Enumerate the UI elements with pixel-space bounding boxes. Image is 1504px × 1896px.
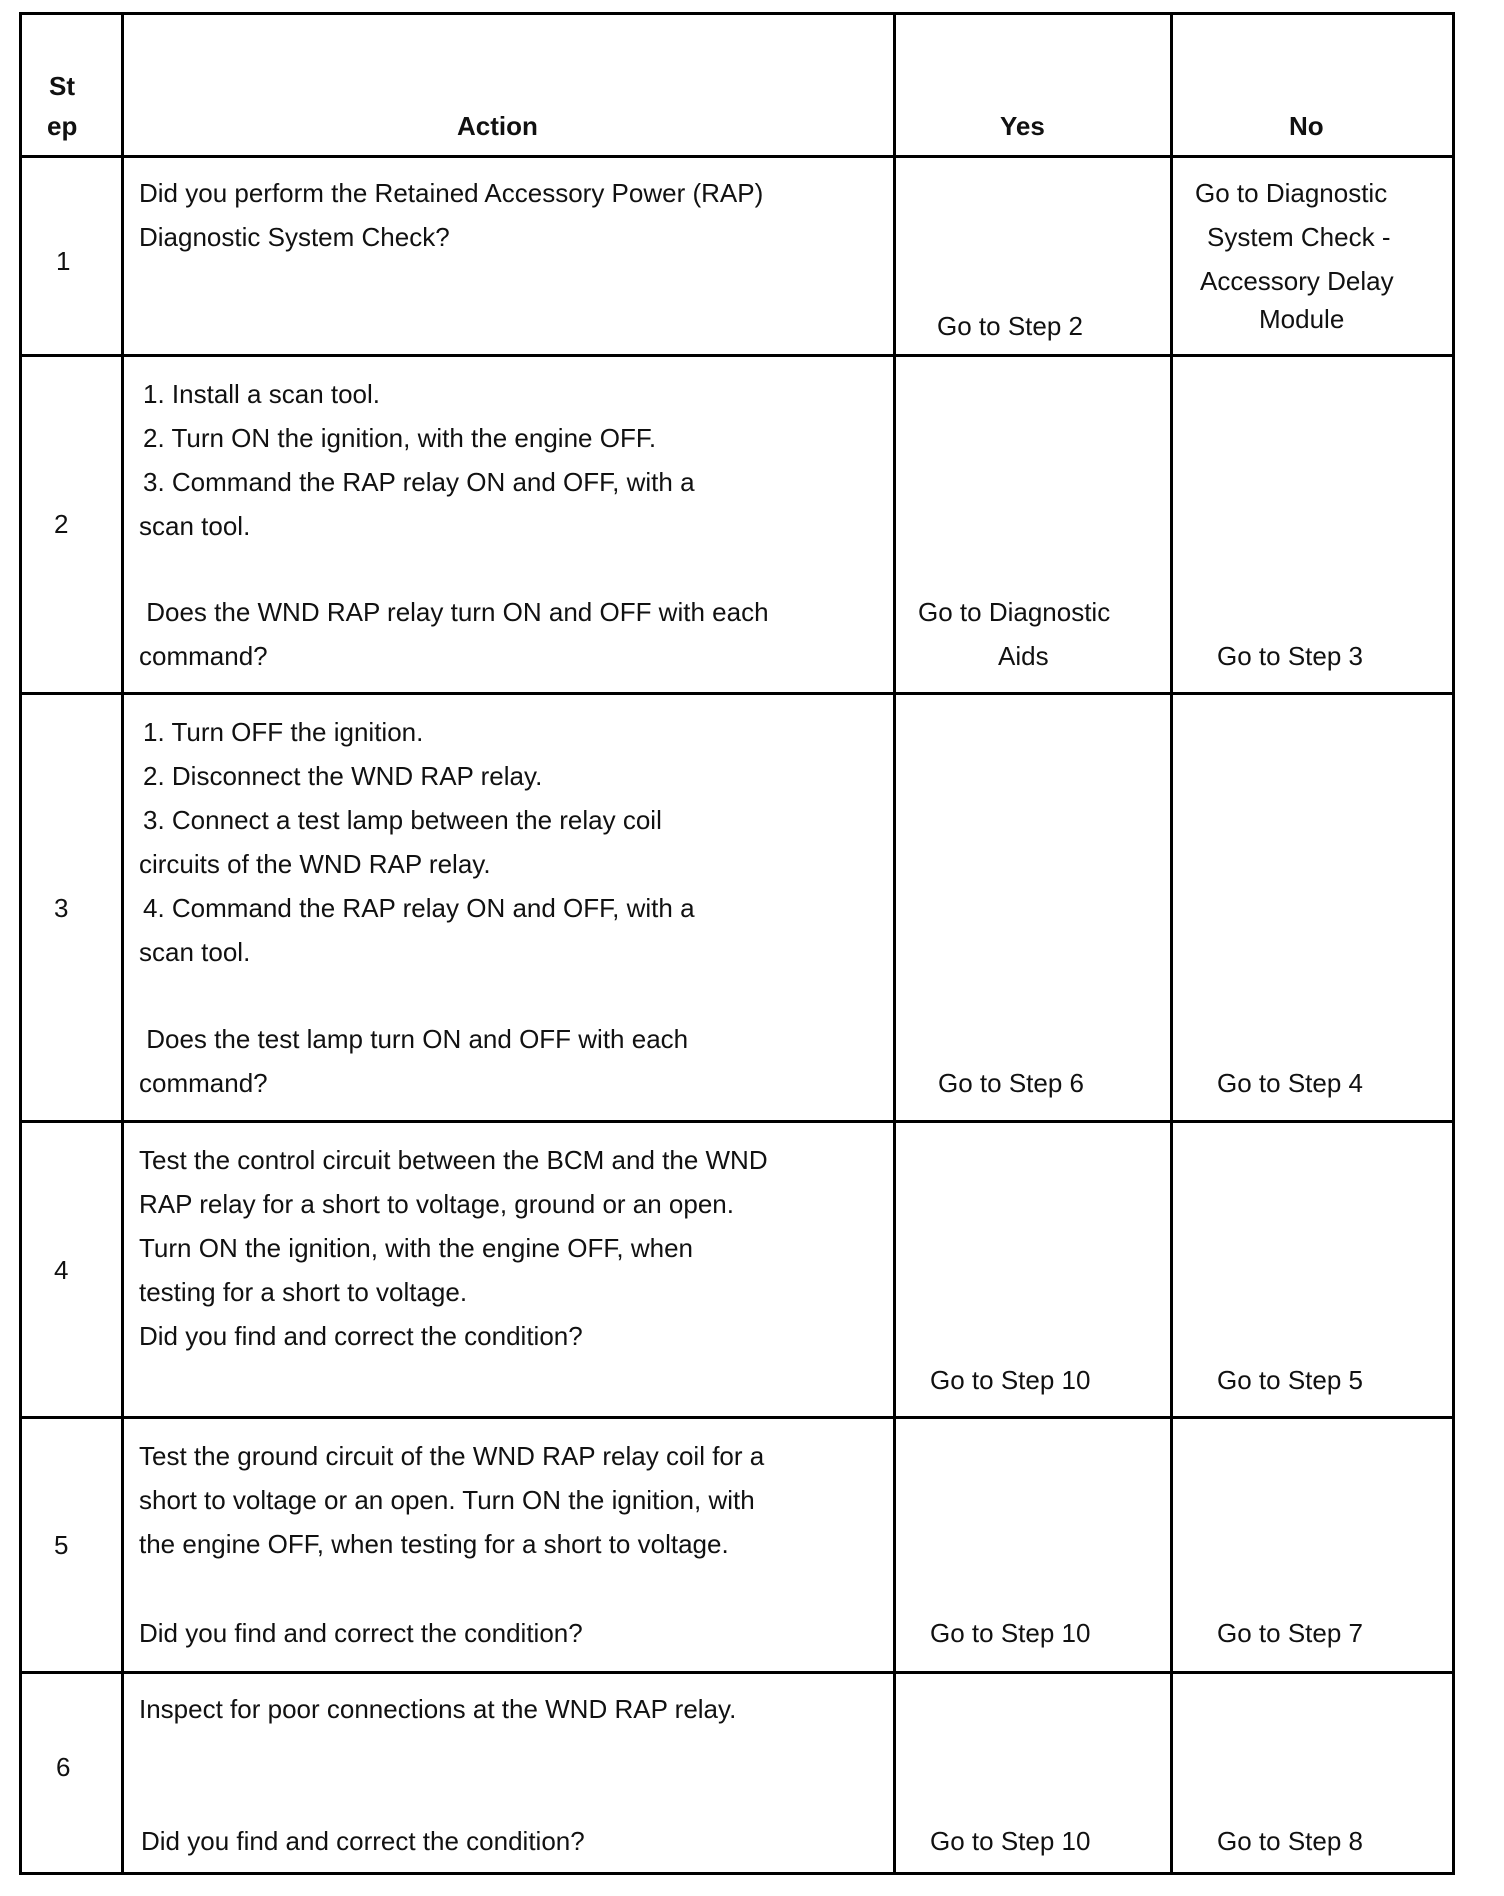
step-number: 1 <box>56 246 71 276</box>
action-line: Turn ON the ignition, with the engine OFF, when <box>139 1233 693 1263</box>
row-border-4 <box>19 1416 1455 1419</box>
step-number: 3 <box>54 893 69 923</box>
header-action: Action <box>457 111 538 141</box>
yes-result: Go to Step 10 <box>930 1826 1091 1856</box>
header-no: No <box>1289 111 1324 141</box>
yes-result: Go to Step 2 <box>937 311 1083 341</box>
action-line: Did you find and correct the condition? <box>139 1618 583 1648</box>
step-number: 5 <box>54 1530 69 1560</box>
action-line: Did you find and correct the condition? <box>141 1826 585 1856</box>
col-border-yes-no <box>1170 12 1173 1875</box>
yes-result: Go to Step 10 <box>930 1618 1091 1648</box>
header-yes: Yes <box>1000 111 1045 141</box>
yes-result-line: Aids <box>998 641 1049 671</box>
row-border-5 <box>19 1671 1455 1674</box>
action-line: testing for a short to voltage. <box>139 1277 468 1307</box>
action-line: Did you perform the Retained Accessory Power (RAP) <box>139 178 764 208</box>
no-result-line: Module <box>1259 304 1345 334</box>
no-result: Go to Step 7 <box>1217 1618 1363 1648</box>
no-result-line: Accessory Delay <box>1200 266 1394 296</box>
action-line: Test the control circuit between the BCM and the WND <box>139 1145 768 1175</box>
action-line: 2. Disconnect the WND RAP relay. <box>143 761 543 791</box>
action-line: command? <box>139 1068 268 1098</box>
no-result: Go to Step 8 <box>1217 1826 1363 1856</box>
header-step-line2: ep <box>47 111 78 141</box>
header-step-line1: St <box>49 71 75 101</box>
action-line: 1. Install a scan tool. <box>143 379 381 409</box>
action-line: 2. Turn ON the ignition, with the engine OFF. <box>143 423 657 453</box>
no-result-line: System Check - <box>1207 222 1391 252</box>
action-line: 1. Turn OFF the ignition. <box>143 717 424 747</box>
no-result: Go to Step 4 <box>1217 1068 1363 1098</box>
col-border-step-action <box>121 12 124 1875</box>
row-border-3 <box>19 1120 1455 1123</box>
row-border-header <box>19 155 1455 158</box>
action-line: Test the ground circuit of the WND RAP relay coil for a <box>139 1441 765 1471</box>
action-line: Inspect for poor connections at the WND RAP relay. <box>139 1694 737 1724</box>
row-border-2 <box>19 692 1455 695</box>
action-line: Diagnostic System Check? <box>139 222 450 252</box>
action-line: RAP relay for a short to voltage, ground or an open. <box>139 1189 734 1219</box>
action-line: Did you find and correct the condition? <box>139 1321 583 1351</box>
step-number: 6 <box>56 1752 71 1782</box>
action-line: circuits of the WND RAP relay. <box>139 849 491 879</box>
yes-result: Go to Step 6 <box>938 1068 1084 1098</box>
row-border-1 <box>19 354 1455 357</box>
no-result: Go to Step 5 <box>1217 1365 1363 1395</box>
action-line: Does the test lamp turn ON and OFF with each <box>139 1024 689 1054</box>
row-border-top <box>19 12 1455 15</box>
action-line: 3. Command the RAP relay ON and OFF, with a <box>143 467 695 497</box>
action-line: 3. Connect a test lamp between the relay coil <box>143 805 662 835</box>
action-line: the engine OFF, when testing for a short to voltage. <box>139 1529 729 1559</box>
col-border-left <box>19 12 22 1875</box>
yes-result-line: Go to Diagnostic <box>918 597 1111 627</box>
col-border-action-yes <box>893 12 896 1875</box>
action-line: Does the WND RAP relay turn ON and OFF with each <box>139 597 769 627</box>
no-result: Go to Step 3 <box>1217 641 1363 671</box>
step-number: 4 <box>54 1255 69 1285</box>
col-border-right <box>1452 12 1455 1875</box>
no-result-line: Go to Diagnostic <box>1195 178 1388 208</box>
action-line: 4. Command the RAP relay ON and OFF, with a <box>143 893 695 923</box>
action-line: command? <box>139 641 268 671</box>
action-line: scan tool. <box>139 937 251 967</box>
action-line: scan tool. <box>139 511 251 541</box>
yes-result: Go to Step 10 <box>930 1365 1091 1395</box>
step-number: 2 <box>54 509 69 539</box>
action-line: short to voltage or an open. Turn ON the ignition, with <box>139 1485 755 1515</box>
row-border-bottom <box>19 1872 1455 1875</box>
